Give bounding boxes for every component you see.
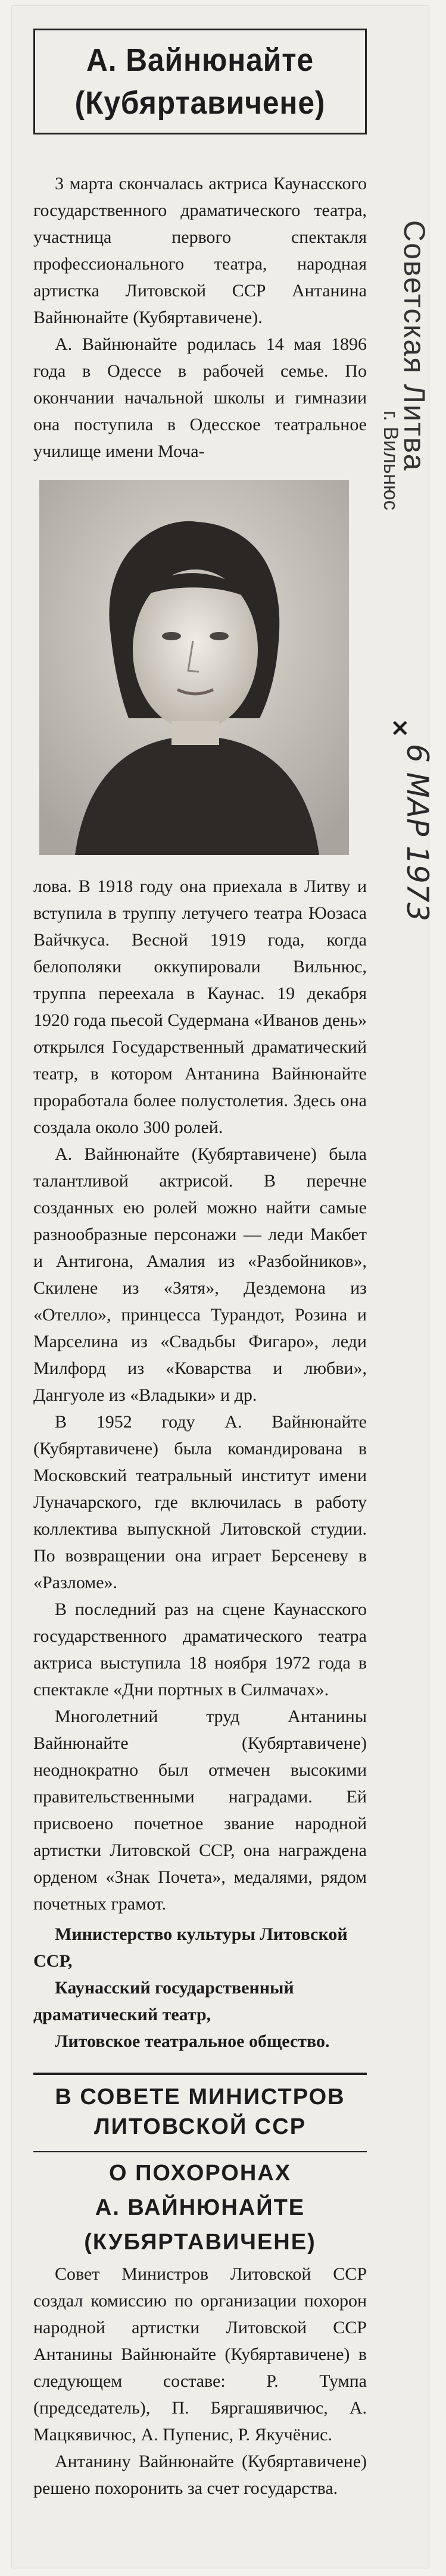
headline-name: А. Вайнюнайте	[86, 42, 314, 78]
paragraph-state-funeral: Антанину Вайнюнайте (Кубяртавичене) решено похоронить за счет государства.	[33, 2452, 367, 2498]
portrait-photo	[39, 480, 349, 855]
article-column	[33, 29, 367, 2502]
subsection-divider	[33, 2151, 367, 2152]
headline-box	[33, 29, 367, 134]
paragraph-biography-start: А. Вайнюнайте родилась 14 мая 1896 года в Одессе в рабочей семье. По окончании начальной школы и гимназии она поступила в Одесское театральное училище имени Моча-	[33, 334, 367, 461]
paragraph-death-notice: 3 марта скончалась актриса Каунасского государственного драматического театра, участница первого спектакля профессионального театра, народная артистка Литовской ССР Антанина Вайнюнайте (Кубяртавичене).	[33, 174, 367, 327]
council-title-line2: ЛИТОВСКОЙ ССР	[93, 2114, 307, 2139]
signature-theatre: Каунасский государственный драматический театр,	[33, 1978, 294, 2024]
portrait-photo-icon	[39, 480, 349, 855]
council-title: В СОВЕТЕ МИНИСТРОВ	[55, 2084, 345, 2109]
paragraph-biography-continued: лова. В 1918 году она приехала в Литву и вступила в труппу летучего театра Юозаса Вайчкуса. Весной 1919 года, когда белополяки оккупировали Вильнюс, труппа переехала в Каунас. 19 декабря 1920 года пьесой Судермана «Иванов день» открылся Государственный драматический театр, в котором Антанина Вайнюнайте проработала более полустолетия. Здесь она создала около 300 ролей.	[33, 877, 367, 1137]
newspaper-clipping	[12, 6, 435, 2568]
funeral-title-name: А. ВАЙНЮНАЙТЕ	[95, 2195, 305, 2220]
stamp-mark: ×	[390, 714, 410, 741]
paragraph-roles: А. Вайнюнайте (Кубяртавичене) была талантливой актрисой. В перечне созданных ею ролей можно найти самые разнообразные персонажи — леди Макбет и Антигона, Амалия из «Разбойников», Скилене из «Зятя», Дездемона из «Отелло», принцесса Турандот, Розина и Марселина из «Свадьбы Фигаро», леди Милфорд из «Коварства и любви», Дангуоле из «Владыки» и др.	[33, 1144, 367, 1405]
section-divider	[33, 2073, 367, 2075]
headline-maiden-name: (Кубяртавичене)	[74, 85, 326, 121]
paragraph-commission: Совет Министров Литовской ССР создал комиссию по организации похорон народной артистки Литовской ССР Антанины Вайнюнайте (Кубяртавичене) в следующем составе: Р. Тумпа (председатель), П. Бяргашявичюс, А. Мацкявичюс, А. Пупенис, Р. Якучёнис.	[33, 2264, 367, 2444]
paragraph-moscow: В 1952 году А. Вайнюнайте (Кубяртавичене) была командирована в Московский театральный институт имени Луначарского, где включилась в работу коллектива выпускной Литовской студии. По возвращении она играет Берсеневу в «Разломе».	[33, 1412, 367, 1592]
stamp-newspaper-name: Советская Литва	[398, 220, 431, 472]
paragraph-last-performance: В последний раз на сцене Каунасского государственного драматического театра актриса выступила 18 ноября 1972 года в спектакле «Дни портных в Силмачах».	[33, 1600, 367, 1699]
date-stamp	[387, 720, 441, 1018]
signature-ministry: Министерство культуры Литовской ССР,	[33, 1924, 348, 1971]
paragraph-awards: Многолетний труд Антанины Вайнюнайте (Кубяртавичене) неоднократно был отмечен высокими правительственными наградами. Ей присвоено почетное звание народной артистки Литовской ССР, она награждена орденом «Знак Почета», медалями, рядом почетных грамот.	[33, 1707, 367, 1914]
signature-society: Литовское театральное общество.	[55, 2032, 330, 2051]
stamp-city: г. Вильнюс	[379, 411, 402, 511]
funeral-title: О ПОХОРОНАХ	[108, 2161, 292, 2186]
funeral-title-maiden-name: (КУБЯРТАВИЧЕНЕ)	[84, 2230, 316, 2255]
stamp-date: 6 МАР 1973	[400, 744, 435, 922]
